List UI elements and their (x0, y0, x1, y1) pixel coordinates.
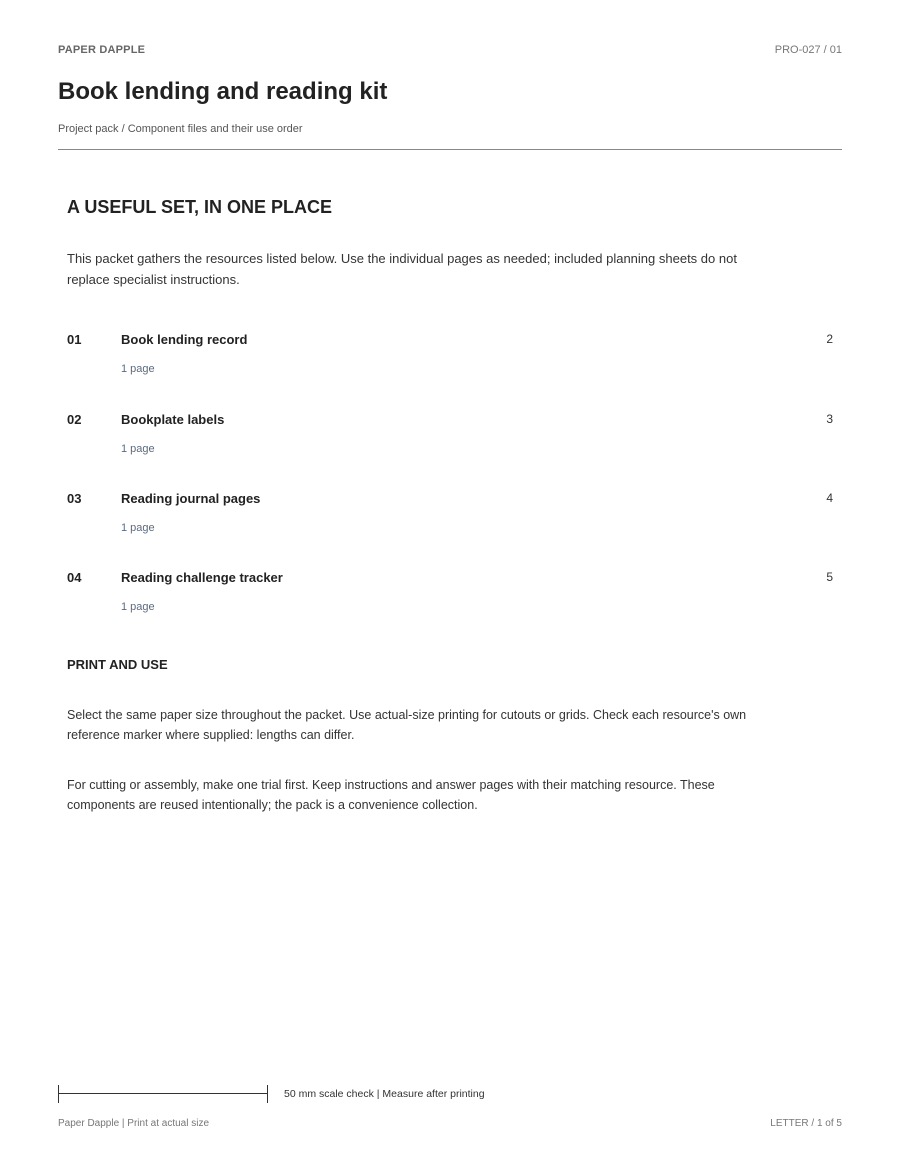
page-subtitle: Project pack / Component files and their use order (58, 123, 303, 135)
print-paragraph-2: For cutting or assembly, make one trial first. Keep instructions and answer pages with their matching resource. These components are reused intentionally; the pack is a convenience collection. (67, 778, 715, 812)
contents-item-meta: 1 page (121, 522, 155, 534)
document-code: PRO-027 / 01 (774, 44, 842, 56)
page-title: Book lending and reading kit (58, 78, 388, 105)
contents-item-01 (67, 332, 833, 382)
footer-page-info: LETTER / 1 of 5 (770, 1118, 842, 1129)
scale-bar-line (58, 1093, 268, 1094)
scale-check-bar (58, 1085, 268, 1103)
scale-check-label: 50 mm scale check | Measure after printing (284, 1088, 485, 1100)
scale-bar-start-tick (58, 1085, 59, 1103)
contents-item-02 (67, 412, 833, 462)
section-heading: A USEFUL SET, IN ONE PLACE (67, 197, 333, 217)
header-divider (58, 149, 842, 150)
scale-bar-end-tick (267, 1085, 268, 1103)
print-and-use-heading: PRINT AND USE (67, 657, 168, 672)
contents-item-page: 3 (826, 412, 833, 426)
contents-item-title: Reading journal pages (121, 491, 261, 506)
contents-item-title: Book lending record (121, 332, 248, 347)
contents-item-page: 5 (826, 570, 833, 584)
contents-item-03 (67, 491, 833, 541)
intro-paragraph: This packet gathers the resources listed below. Use the individual pages as needed; included planning sheets do not replace specialist instructions. (67, 251, 737, 287)
contents-item-meta: 1 page (121, 363, 155, 375)
contents-item-meta: 1 page (121, 443, 155, 455)
contents-item-title: Bookplate labels (121, 412, 225, 427)
contents-item-title: Reading challenge tracker (121, 570, 283, 585)
contents-item-page: 2 (826, 332, 833, 346)
footer-note: Paper Dapple | Print at actual size (58, 1118, 210, 1129)
contents-item-meta: 1 page (121, 601, 155, 613)
contents-item-04 (67, 570, 833, 620)
contents-item-number: 03 (67, 491, 82, 506)
contents-item-number: 01 (67, 332, 82, 347)
contents-item-number: 04 (67, 570, 82, 585)
contents-item-number: 02 (67, 412, 82, 427)
contents-item-page: 4 (826, 491, 833, 505)
brand-name: PAPER DAPPLE (58, 44, 146, 56)
print-paragraph-1: Select the same paper size throughout the packet. Use actual-size printing for cutouts or grids. Check each resource's own reference marker where supplied: lengths can differ. (67, 708, 747, 742)
